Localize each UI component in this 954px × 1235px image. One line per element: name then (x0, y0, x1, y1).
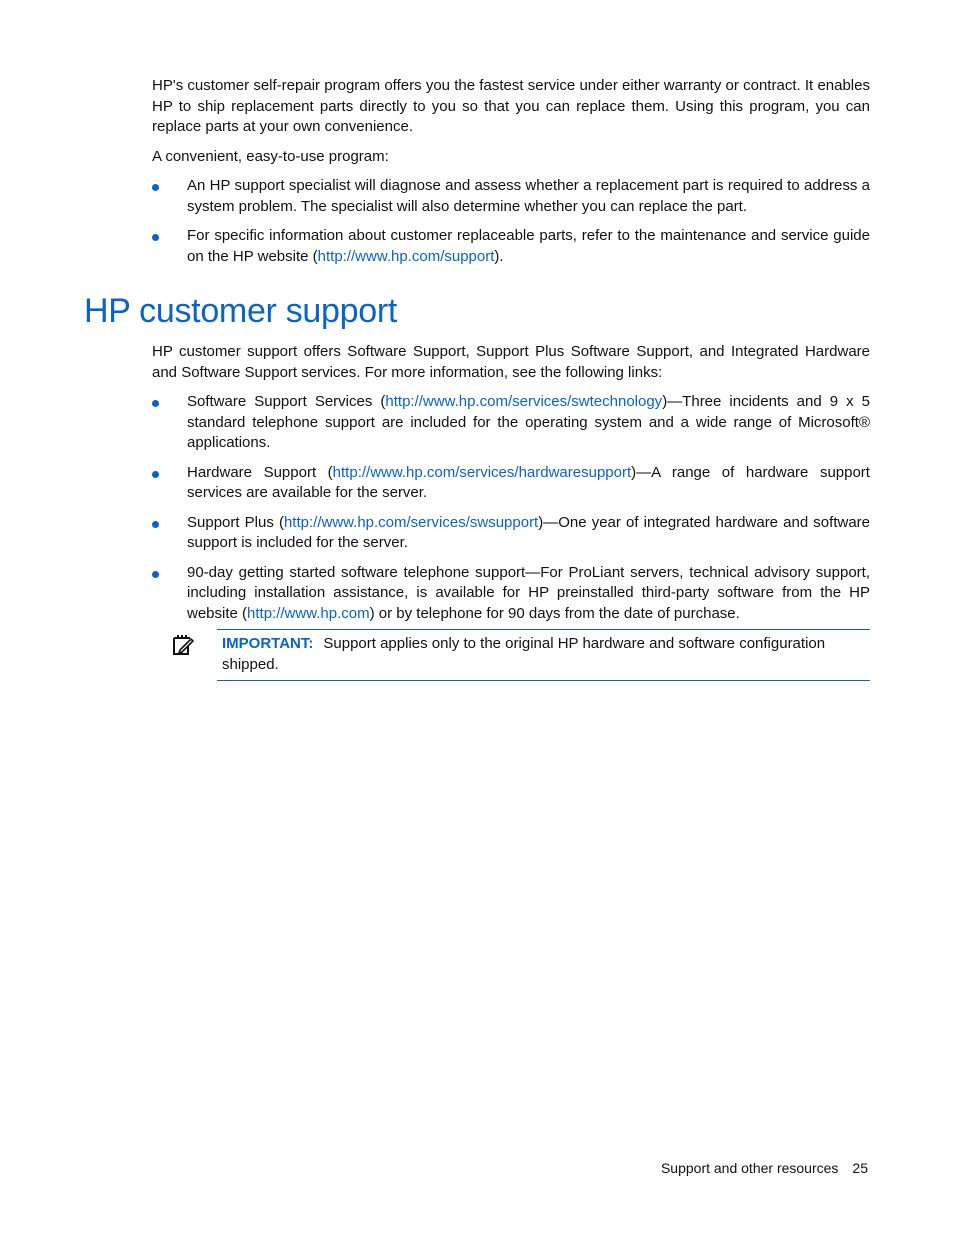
bullet-text-before: For specific information about customer replaceable parts, refer to the maintenance and service guide on the HP website ( (187, 227, 870, 265)
convenient-paragraph: A convenient, easy-to-use program: (152, 148, 389, 165)
page-number: 25 (852, 1160, 868, 1176)
hp-home-link[interactable]: http://www.hp.com (247, 604, 370, 622)
important-text (222, 633, 862, 675)
intro-bullet-list (152, 176, 870, 276)
important-label: IMPORTANT: (222, 635, 314, 652)
bullet-text-after: ) or by telephone for 90 days from the date of purchase. (369, 604, 740, 622)
page-footer (661, 1158, 868, 1178)
important-note (217, 629, 870, 681)
bullet-icon (152, 521, 159, 528)
support-bullet-list (152, 392, 870, 633)
list-item (152, 392, 870, 454)
intro-paragraph: HP's customer self-repair program offers you the fastest service under either warranty or contract. It enables HP to ship replacement parts directly to you so that you can replace them. Using this program, you can replace parts at your own convenience. (152, 77, 870, 135)
list-item (152, 563, 870, 625)
footer-section-title: Support and other resources (660, 1160, 839, 1176)
bullet-icon (152, 400, 159, 407)
bullet-icon (152, 471, 159, 478)
important-note-icon (172, 634, 194, 656)
bullet-text-after: )—One year of integrated hardware and software support is included for the server. (187, 513, 870, 551)
bullet-text-before: Software Support Services ( (187, 393, 386, 410)
bullet-icon (152, 234, 159, 241)
bullet-text-after: )—Three incidents and 9 x 5 standard telephone support are included for the operating system and a wide range of Microsoft® applications. (187, 393, 871, 451)
support-paragraph: HP customer support offers Software Support, Support Plus Software Support, and Integrated Hardware and Software Support services. For more information, see the following links: (152, 343, 870, 381)
bullet-text-before: 90-day getting started software telephone support—For ProLiant servers, technical advisory support, including installation assistance, is available for HP preinstalled third-party software from the HP website ( (187, 563, 870, 622)
bullet-text-after: )—A range of hardware support services are available for the server. (187, 463, 870, 501)
important-body: Support applies only to the original HP hardware and software configuration shipped. (222, 635, 826, 673)
bullet-text-before: Support Plus ( (187, 513, 284, 531)
bullet-icon (152, 184, 159, 191)
bullet-text-before: Hardware Support ( (187, 463, 333, 481)
bullet-text-after: ). (494, 247, 504, 265)
section-heading: HP customer support (84, 292, 398, 330)
hp-support-link[interactable]: http://www.hp.com/support (317, 247, 495, 265)
hardwaresupport-link[interactable]: http://www.hp.com/services/hardwaresupport (332, 463, 632, 481)
swsupport-link[interactable]: http://www.hp.com/services/swsupport (283, 513, 539, 531)
list-item (152, 176, 870, 217)
list-item (152, 513, 870, 554)
swtechnology-link[interactable]: http://www.hp.com/services/swtechnology (385, 393, 663, 410)
bullet-icon (152, 571, 159, 578)
list-item (152, 226, 870, 267)
list-item (152, 463, 870, 504)
bullet-text: An HP support specialist will diagnose and assess whether a replacement part is required to address a system problem. The specialist will also determine whether you can replace the part. (187, 177, 870, 215)
